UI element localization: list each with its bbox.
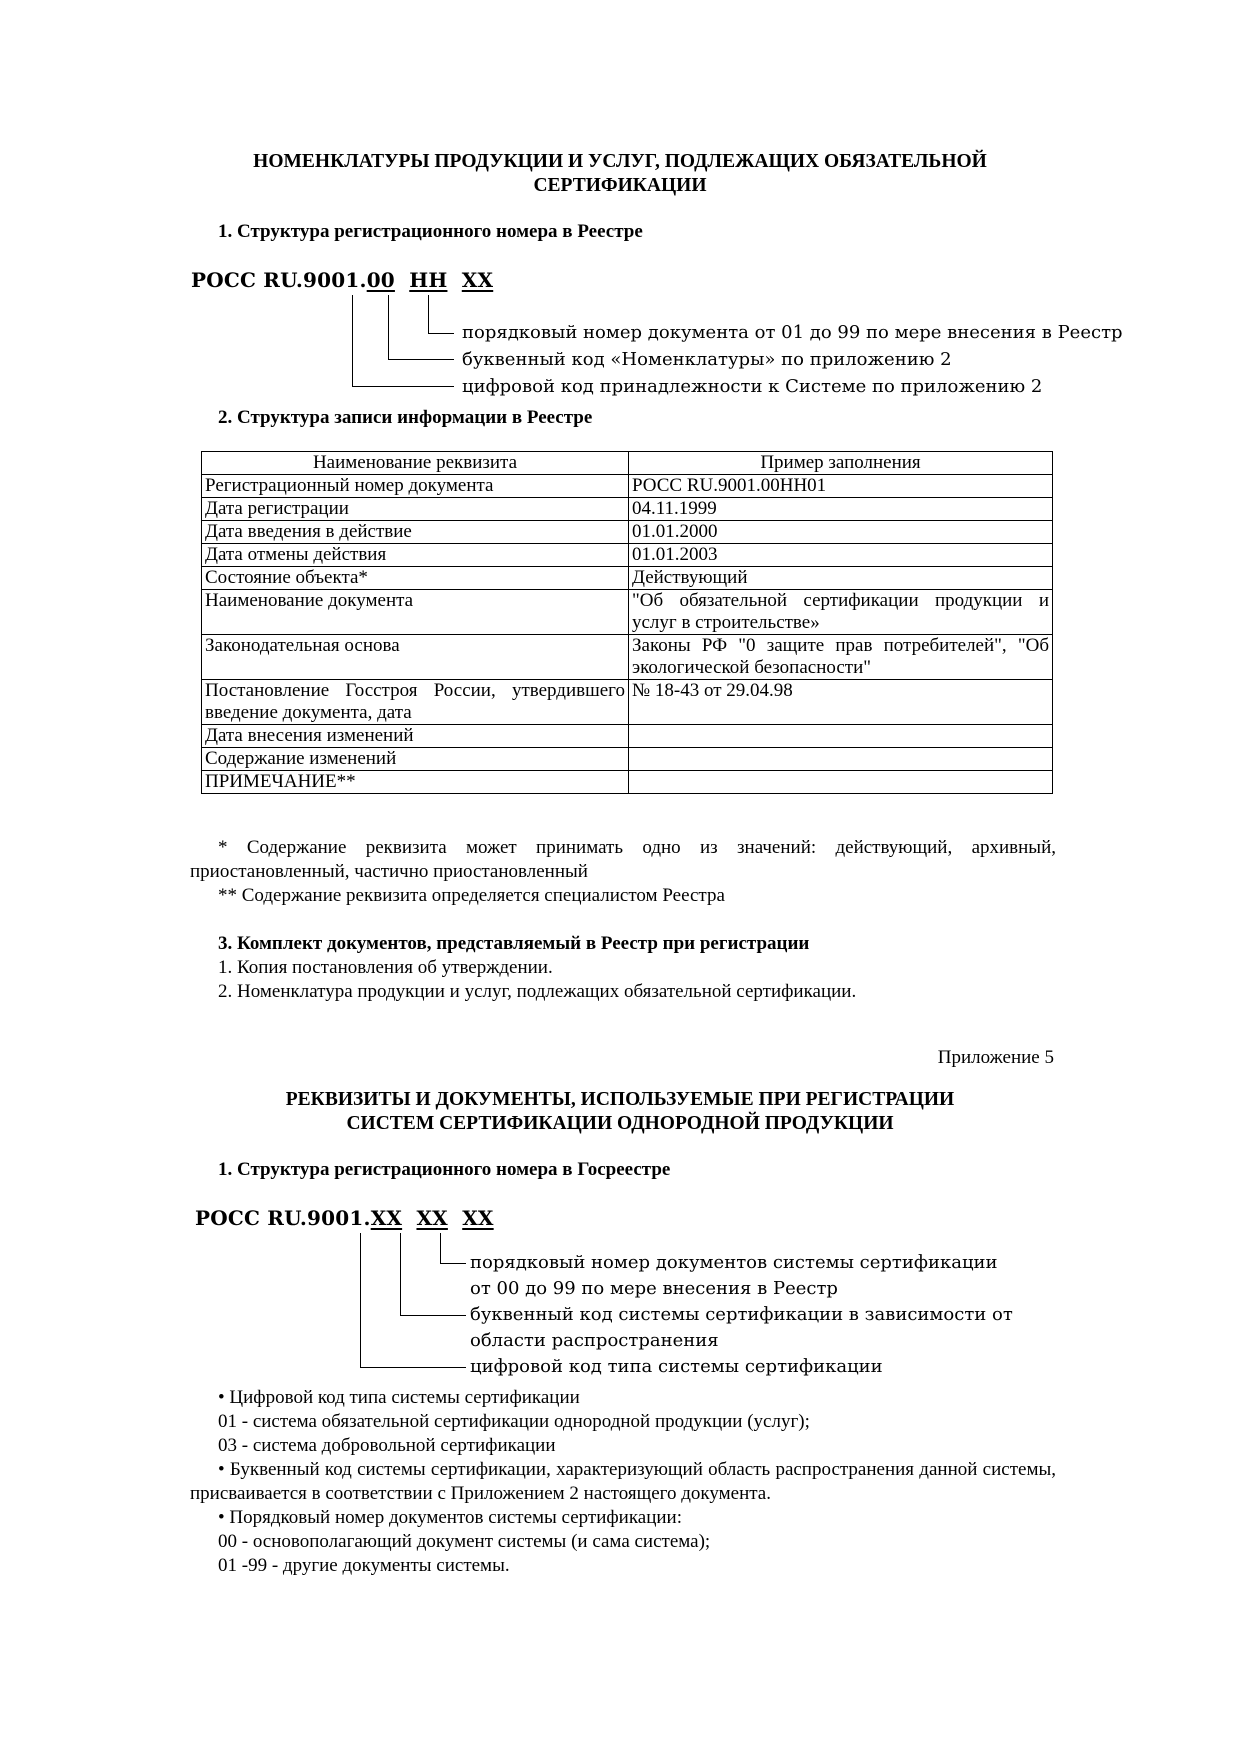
code-description: 01 - система обязательной сертификации однородной продукции (услуг); — [218, 1411, 810, 1432]
section-title-line-2: СЕРТИФИКАЦИИ — [533, 175, 707, 196]
table-cell: Дата введения в действие — [202, 521, 629, 544]
table-row — [202, 771, 1053, 794]
registry-record-table — [201, 451, 1053, 794]
paragraph-letter-code: • Буквенный код системы сертификации, характеризующий область распространения данной системы, присваивается в соответствии с Приложением 2 настоящего документа. — [190, 1459, 1056, 1504]
code-part-letter: НН — [409, 268, 448, 292]
connector-line — [388, 359, 454, 360]
connector-line — [400, 1315, 466, 1316]
table-cell: Действующий — [629, 567, 1053, 590]
table-row — [202, 475, 1053, 498]
table-header-cell: Пример заполнения — [629, 452, 1053, 475]
appendix-title-line-2: СИСТЕМ СЕРТИФИКАЦИИ ОДНОРОДНОЙ ПРОДУКЦИИ — [346, 1113, 894, 1134]
documents-list-item: 2. Номенклатура продукции и услуг, подлежащих обязательной сертификации. — [218, 981, 857, 1002]
table-row — [202, 544, 1053, 567]
table-cell — [629, 748, 1053, 771]
connector-line — [428, 333, 454, 334]
table-header-row — [202, 452, 1053, 475]
bullet-serial-number: • Порядковый номер документов системы сертификации: — [218, 1507, 683, 1528]
connector-line — [440, 1233, 441, 1263]
table-row — [202, 521, 1053, 544]
table-cell: 01.01.2000 — [629, 521, 1053, 544]
diagram-label-letter-code: буквенный код системы сертификации в зависимости от — [470, 1304, 1013, 1325]
table-row — [202, 635, 1053, 680]
code-part-type: XX — [370, 1206, 403, 1230]
table-header-cell: Наименование реквизита — [202, 452, 629, 475]
table-cell: Наименование документа — [202, 590, 629, 635]
section-title-line-1: НОМЕНКЛАТУРЫ ПРОДУКЦИИ И УСЛУГ, ПОДЛЕЖАЩИХ ОБЯЗАТЕЛЬНОЙ — [253, 151, 987, 172]
registration-code — [191, 268, 493, 292]
note-object-state: * Содержание реквизита может принимать одно из значений: действующий, архивный, приостановленный, частично приостановленный — [190, 837, 1056, 882]
connector-line — [352, 386, 454, 387]
bullet-digit-code: • Цифровой код типа системы сертификации — [218, 1387, 580, 1408]
diagram-label-letter-code-area: области распространения — [470, 1330, 719, 1351]
table-cell — [629, 725, 1053, 748]
table-cell — [629, 771, 1053, 794]
heading-record-structure: 2. Структура записи информации в Реестре — [218, 407, 593, 428]
table-cell: № 18-43 от 29.04.98 — [629, 680, 1053, 725]
table-cell: Дата отмены действия — [202, 544, 629, 567]
table-row — [202, 680, 1053, 725]
note-remark: ** Содержание реквизита определяется специалистом Реестра — [218, 885, 725, 906]
table-cell: 04.11.1999 — [629, 498, 1053, 521]
code-description: 03 - система добровольной сертификации — [218, 1435, 556, 1456]
heading-gosreestr-number-structure: 1. Структура регистрационного номера в Госреестре — [218, 1159, 671, 1180]
table-row — [202, 725, 1053, 748]
code-part-serial: XX — [462, 1206, 494, 1230]
diagram-label-letter-code: буквенный код «Номенклатуры» по приложению 2 — [462, 349, 952, 370]
table-row — [202, 498, 1053, 521]
gosreestr-code — [195, 1206, 494, 1230]
table-cell: Дата внесения изменений — [202, 725, 629, 748]
table-cell: Регистрационный номер документа — [202, 475, 629, 498]
diagram-label-serial-range: от 00 до 99 по мере внесения в Реестр — [470, 1278, 838, 1299]
connector-line — [400, 1233, 401, 1315]
diagram-label-serial: порядковый номер документов системы сертификации — [470, 1252, 998, 1273]
code-part-letter: XX — [416, 1206, 448, 1230]
table-cell: Состояние объекта* — [202, 567, 629, 590]
table-row — [202, 567, 1053, 590]
code-prefix: РОСС RU.9001. — [195, 1206, 371, 1230]
diagram-label-serial: порядковый номер документа от 01 до 99 по мере внесения в Реестр — [462, 322, 1123, 343]
table-cell: Законы РФ "0 защите прав потребителей", "Об экологической безопасности" — [629, 635, 1053, 680]
code-description: 00 - основополагающий документ системы (и сама система); — [218, 1531, 711, 1552]
appendix-title — [190, 1088, 1050, 1136]
table-cell: ПРИМЕЧАНИЕ** — [202, 771, 629, 794]
table-cell: Содержание изменений — [202, 748, 629, 771]
connector-line — [360, 1367, 466, 1368]
table-row — [202, 748, 1053, 771]
connector-line — [388, 295, 389, 359]
connector-line — [352, 295, 353, 386]
code-prefix: РОСС RU.9001. — [191, 268, 367, 292]
table-cell: 01.01.2003 — [629, 544, 1053, 567]
table-row — [202, 590, 1053, 635]
code-part-serial: ХХ — [461, 268, 494, 292]
code-description: 01 -99 - другие документы системы. — [218, 1555, 510, 1576]
connector-line — [440, 1263, 466, 1264]
diagram-label-digit-code: цифровой код принадлежности к Системе по приложению 2 — [462, 376, 1043, 397]
appendix-title-line-1: РЕКВИЗИТЫ И ДОКУМЕНТЫ, ИСПОЛЬЗУЕМЫЕ ПРИ РЕГИСТРАЦИИ — [285, 1089, 955, 1110]
appendix-label: Приложение 5 — [937, 1047, 1054, 1068]
documents-list-item: 1. Копия постановления об утверждении. — [218, 957, 553, 978]
table-cell: Постановление Госстроя России, утвердившего введение документа, дата — [202, 680, 629, 725]
table-cell: Законодательная основа — [202, 635, 629, 680]
table-cell: Дата регистрации — [202, 498, 629, 521]
connector-line — [360, 1233, 361, 1367]
section-title — [190, 150, 1050, 198]
diagram-label-type-code: цифровой код типа системы сертификации — [470, 1356, 883, 1377]
code-part-digit: 00 — [366, 268, 395, 292]
table-cell: "Об обязательной сертификации продукции и услуг в строительстве» — [629, 590, 1053, 635]
table-cell: РОСС RU.9001.00НН01 — [629, 475, 1053, 498]
connector-line — [428, 295, 429, 333]
heading-documents-set: 3. Комплект документов, представляемый в Реестр при регистрации — [218, 933, 810, 954]
heading-registration-number-structure: 1. Структура регистрационного номера в Реестре — [218, 221, 643, 242]
